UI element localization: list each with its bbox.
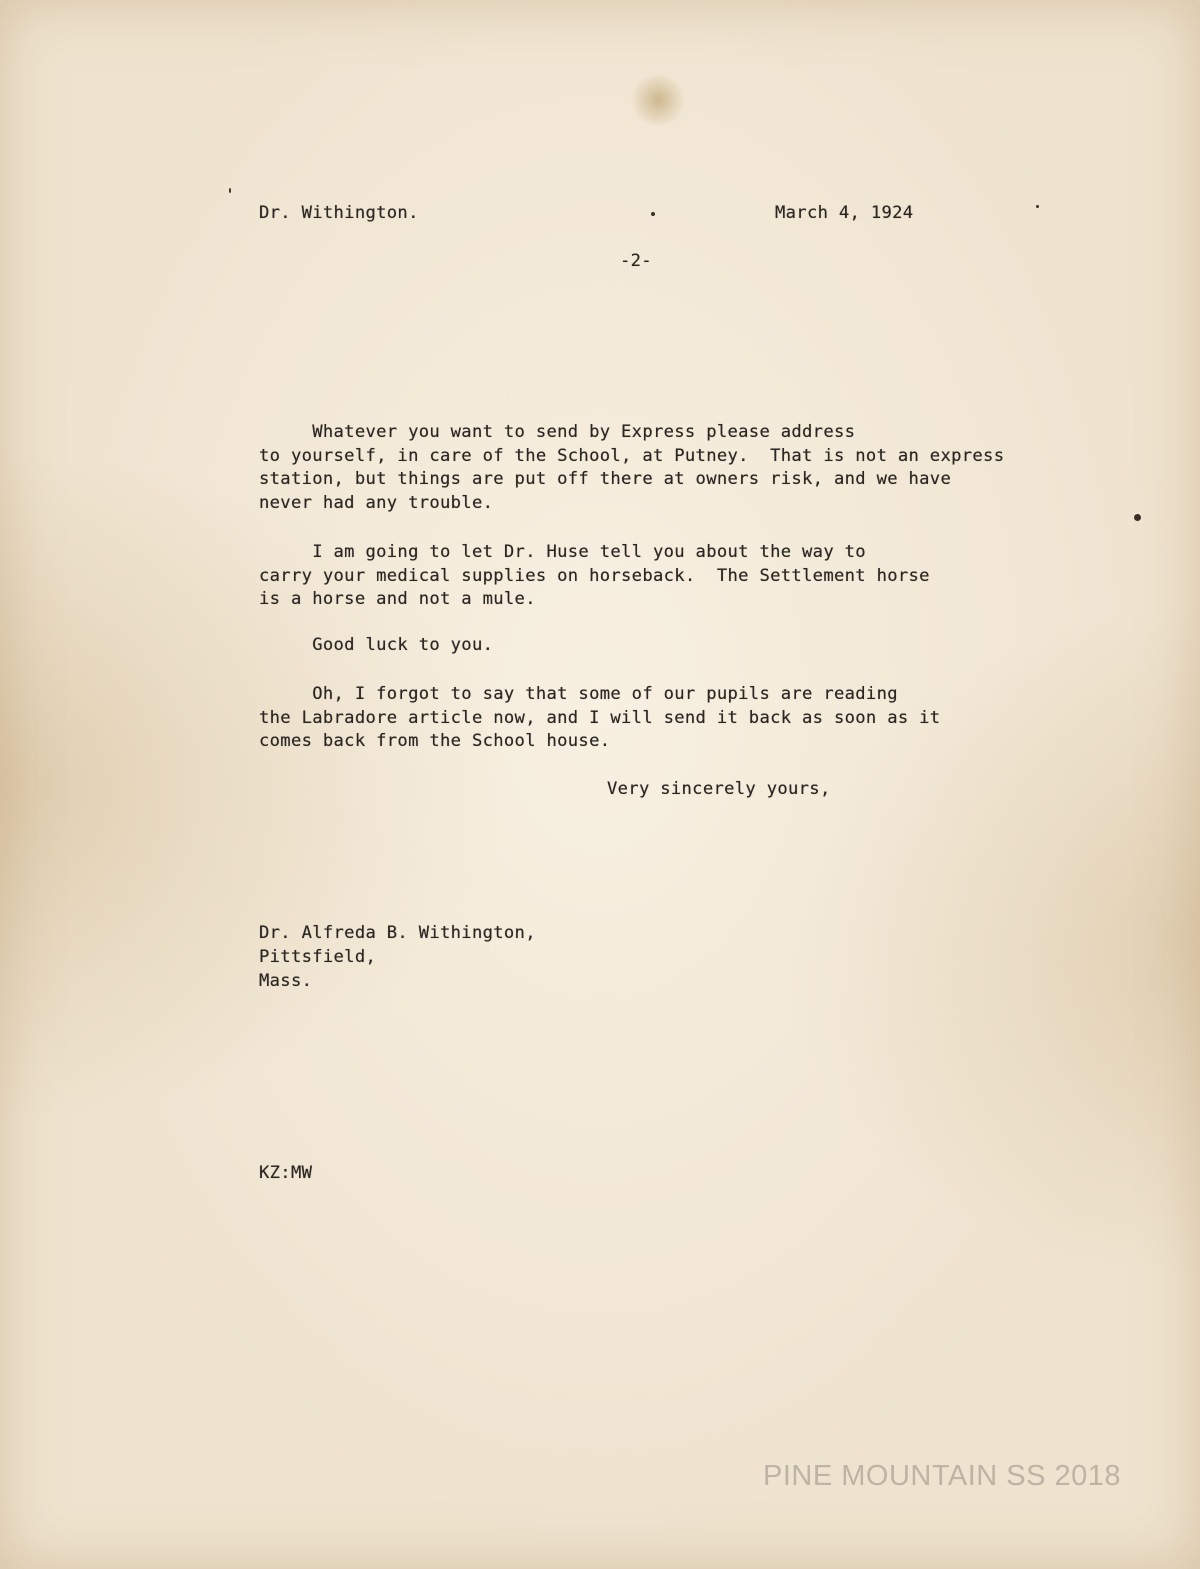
paper-speck — [1036, 205, 1039, 208]
paragraph-line: Good luck to you. — [259, 635, 494, 655]
paragraph-line: carry your medical supplies on horseback. The Settlement horse — [259, 565, 930, 586]
paper-speck — [1134, 514, 1141, 521]
paper-speck — [229, 188, 231, 193]
paragraph-line: station, but things are put off there at owners risk, and we have — [259, 469, 952, 490]
paragraph-line: comes back from the School house. — [259, 731, 611, 752]
paragraph-line: Oh, I forgot to say that some of our pupils are reading — [259, 684, 898, 704]
paragraph-line: never had any trouble. — [259, 492, 494, 513]
watermark: PINE MOUNTAIN SS 2018 — [763, 1460, 1122, 1492]
page-number: -2- — [620, 251, 652, 271]
recipient-header: Dr. Withington. — [259, 203, 419, 223]
address-state: Mass. — [259, 971, 313, 991]
address-city: Pittsfield, — [259, 947, 377, 967]
paragraph-line: I am going to let Dr. Huse tell you about the way to — [259, 542, 866, 562]
closing: Very sincerely yours, — [607, 779, 831, 799]
body-paragraph-3 — [259, 634, 1119, 658]
paragraph-line: the Labradore article now, and I will send it back as soon as it — [259, 707, 941, 728]
letter-date: March 4, 1924 — [775, 203, 914, 223]
body-paragraph-1 — [259, 421, 1119, 515]
paragraph-line: Whatever you want to send by Express please address — [259, 422, 856, 442]
address-name: Dr. Alfreda B. Withington, — [259, 923, 536, 943]
paragraph-line: to yourself, in care of the School, at Putney. That is not an express — [259, 445, 1005, 466]
paragraph-line: is a horse and not a mule. — [259, 589, 536, 610]
paper-speck — [651, 212, 655, 216]
reference-initials: KZ:MW — [259, 1163, 313, 1183]
body-paragraph-2 — [259, 541, 1119, 612]
paper-stain — [628, 75, 688, 125]
body-paragraph-4 — [259, 683, 1119, 754]
